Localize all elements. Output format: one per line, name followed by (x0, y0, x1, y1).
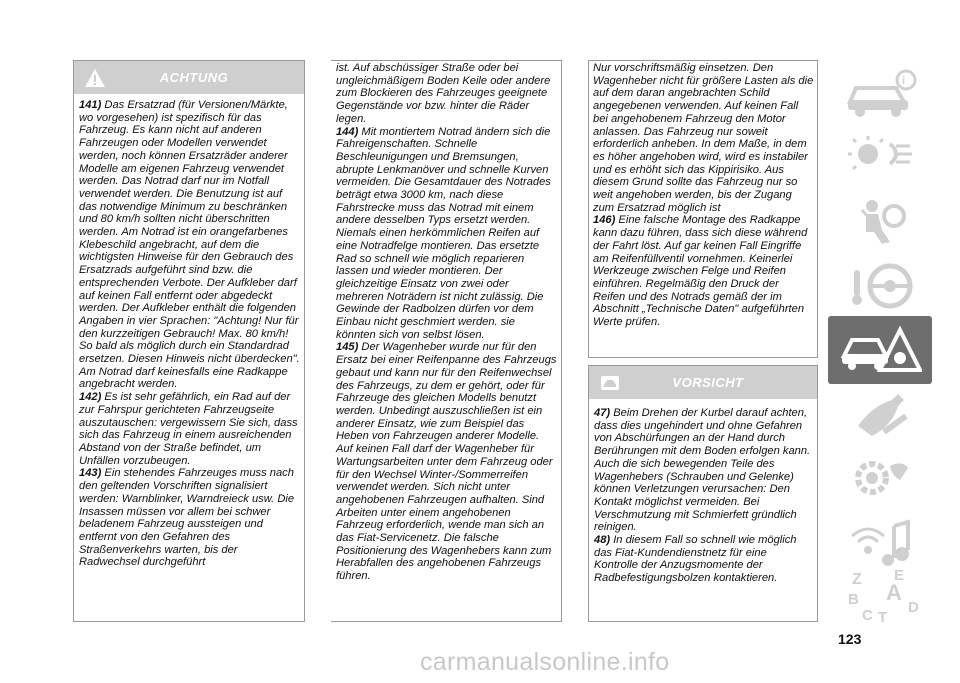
index-letters-icon (838, 566, 922, 622)
vorsicht-title: VORSICHT (672, 375, 744, 390)
tab-technical-data[interactable] (828, 444, 932, 512)
wrench-maintenance-icon (838, 386, 922, 442)
warning-car-icon (838, 322, 922, 378)
page-number: 123 (838, 631, 862, 647)
index-letter: D (908, 599, 919, 616)
paragraph-142: 142) Es ist sehr gefährlich, ein Rad auf der zur Fahrspur gerichteten Fahrzeugseite auszutauschen: vergewissern Sie sich, dass sich das Fahrzeug in einem ausreichenden Abstand von der Straße befindet, um Unfällen vorzubeugen. (79, 391, 298, 467)
paragraph-145: 145) Der Wagenheber wurde nur für den Ersatz bei einer Reifenpanne des Fahrzeugs gebaut und kann nur für den Reifenwechsel des Fahrzeugs, zu dem er gehört, oder für Fahrzeuge des gleichen Modells benutzt werden. Unbedingt auszuschließen ist ein anderer Einsatz, wie zum Beispiel das Heben von Fahrzeugen anderer Modelle. Auf keinen Fall darf der Wagenheber für Wartungsarbeiten unter dem Fahrzeug oder für den Wechsel Winter-/Sommerreifen verwendet werden. Sich nicht unter angehobenen Fahrzeugen aufhalten. Sind Arbeiten unter einem angehobenen Fahrzeug erforderlich, wende man sich an das Fiat-Servicenetz. Die falsche Positionierung des Wagenhebers kann zum Herabfallen des angehobenen Fahrzeugs führen. (336, 341, 557, 583)
achtung-text (79, 99, 300, 569)
index-letter: T (878, 609, 888, 622)
index-letter: E (894, 567, 905, 584)
paragraph-146: 146) Eine falsche Montage des Radkappe kann dazu führen, dass sich diese während der Fahrt löst. Auf gar keinen Fall Eingriffe am Reifenfüllventil vornehmen. Keinerlei Werkzeuge zwischen Felge und Reifen einführen. Regelmäßig den Druck der Reifen und des Notrads gemäß der im Abschnitt „Technische Daten" aufgeführten Werte prüfen. (593, 214, 808, 329)
tab-car-dashboard[interactable] (828, 60, 932, 128)
tab-emergency[interactable] (828, 316, 932, 384)
car-lift-icon (599, 372, 621, 394)
svg-text:i: i (902, 75, 906, 87)
airbag-safety-icon (838, 194, 922, 250)
steering-wheel-key-icon (838, 258, 922, 314)
achtung-box (73, 60, 305, 622)
vorsicht-box (588, 365, 818, 622)
chapter-sidebar (828, 60, 932, 622)
achtung-continued-text (336, 62, 557, 583)
tab-maintenance[interactable] (828, 380, 932, 448)
tab-steering-wheel[interactable] (828, 252, 932, 320)
watermark: carmanualsonline.info (420, 648, 670, 676)
index-letter: Z (852, 571, 862, 588)
paragraph-47: 47) Beim Drehen der Kurbel darauf achten, dass dies ungehindert und ohne Gefahren von Abschürfungen an der Hand durch Berührungen mit dem Boden erfolgen kann. Auch die sich bewegenden Teile des Wagenhebers (Schrauben und Gelenke) können Verletzungen verursachen: Den Kontakt möglichst vermeiden. Bei Verschmutzung mit Schmierfett gründlich reinigen. (594, 407, 811, 534)
vorsicht-header (589, 366, 817, 399)
paragraph-144: 144) Mit montiertem Notrad ändern sich die Fahreigenschaften. Schnelle Beschleunigungen und Bremsungen, abrupte Lenkmanöver und schnelle Kurven vermeiden. Die Gesamtdauer des Notrades beträgt etwa 3000 km, nach diese Fahrstrecke muss das Notrad mit einem andere desselben Typs ersetzt werden. Niemals einen herkömmlichen Reifen auf eine Notradfelge montieren. Das ersetzte Rad so schnell wie möglich reparieren lassen und wieder montieren. Der gleichzeitige Einsatz von zwei oder mehreren Noträdern ist nicht zulässig. Die Gewinde der Radbolzen dürfen vor dem Einbau nicht geschmiert werden. sie könnten sich von selbst lösen. (336, 125, 551, 341)
tab-index[interactable] (828, 560, 932, 628)
index-letter: B (848, 591, 859, 608)
lights-icon (838, 130, 922, 186)
paragraph-48: 48) In diesem Fall so schnell wie möglich das Fiat-Kundendienstnetz für eine Kontrolle der Anzugsmomente der Radbefestigungsbolzen kontaktieren. (594, 534, 797, 585)
gear-tools-icon (838, 450, 922, 506)
achtung-continued-box-2 (588, 60, 818, 357)
tab-airbag-safety[interactable] (828, 188, 932, 256)
paragraph-141: 141) Das Ersatzrad (für Versionen/Märkte, wo vorgesehen) ist spezifisch für das Fahrzeug. Es kann nicht auf anderen Fahrzeugen oder Modellen verwendet werden, noch können Ersatzräder anderer Modelle am eigenen Fahrzeug verwendet werden. Das Notrad darf nur im Notfall verwendet werden. Die Benutzung ist auf das notwendige Minimum zu beschränken und 80 km/h sollten nicht überschritten werden. Am Notrad ist ein orangefarbenes Klebeschild angebracht, auf dem die wichtigsten Hinweise für den Gebrauch des Ersatzrads aufgeführt sind bzw. die entsprechenden Verbote. Der Aufkleber darf auf keinen Fall entfernt oder abgedeckt werden. Der Aufkleber enthält die folgenden Angaben in vier Sprachen: "Achtung! Nur für den kurzzeitigen Gebrauch! Max. 80 km/h! So bald als möglich durch ein Standardrad ersetzen. Diesen Hinweis nicht überdecken". Am Notrad darf keinesfalls eine Radkappe angebracht werden. (79, 99, 300, 391)
index-letter: C (862, 607, 873, 622)
car-dashboard-icon (838, 66, 922, 122)
paragraph-145-cont: Nur vorschriftsmäßig einsetzen. Den Wagenheber nicht für größere Lasten als die auf dem daran angebrachten Schild angegebenen verwenden. Auf keinen Fall bei angehobenem Fahrzeug den Motor anlassen. Das Fahrzeug nur soweit erforderlich anheben. In dem Maße, in dem es höher angehoben wird, wird es instabiler und es erhöht sich das Kippirisiko. Aus diesem Grund sollte das Fahrzeug nur so weit angehoben werden, bis der Zugang zum Ersatzrad möglich ist (593, 62, 814, 214)
achtung-header (74, 61, 304, 94)
tab-lights[interactable] (828, 124, 932, 192)
paragraph-143: 143) Ein stehendes Fahrzeuges muss nach den geltenden Vorschriften signalisiert werden: Warnblinker, Warndreieck usw. Die Insassen müssen vor allem bei schwer beladenem Fahrzeug aussteigen und entfernt von den Gefahren des Straßenverkehrs warten, bis der Radwechsel durchgeführt (79, 467, 295, 569)
vorsicht-text (594, 407, 813, 585)
achtung-title: ACHTUNG (159, 70, 229, 85)
warning-triangle-icon (84, 67, 106, 89)
index-letter: A (886, 580, 902, 605)
achtung-continued-box (331, 60, 562, 622)
paragraph-143-cont: ist. Auf abschüssiger Straße oder bei ungleichmäßigem Boden Keile oder andere zum Blockieren des Fahrzeuges geeignete Gegenstände vor bzw. hinter die Räder legen. (336, 62, 551, 125)
achtung-continued-text-2 (593, 62, 814, 329)
